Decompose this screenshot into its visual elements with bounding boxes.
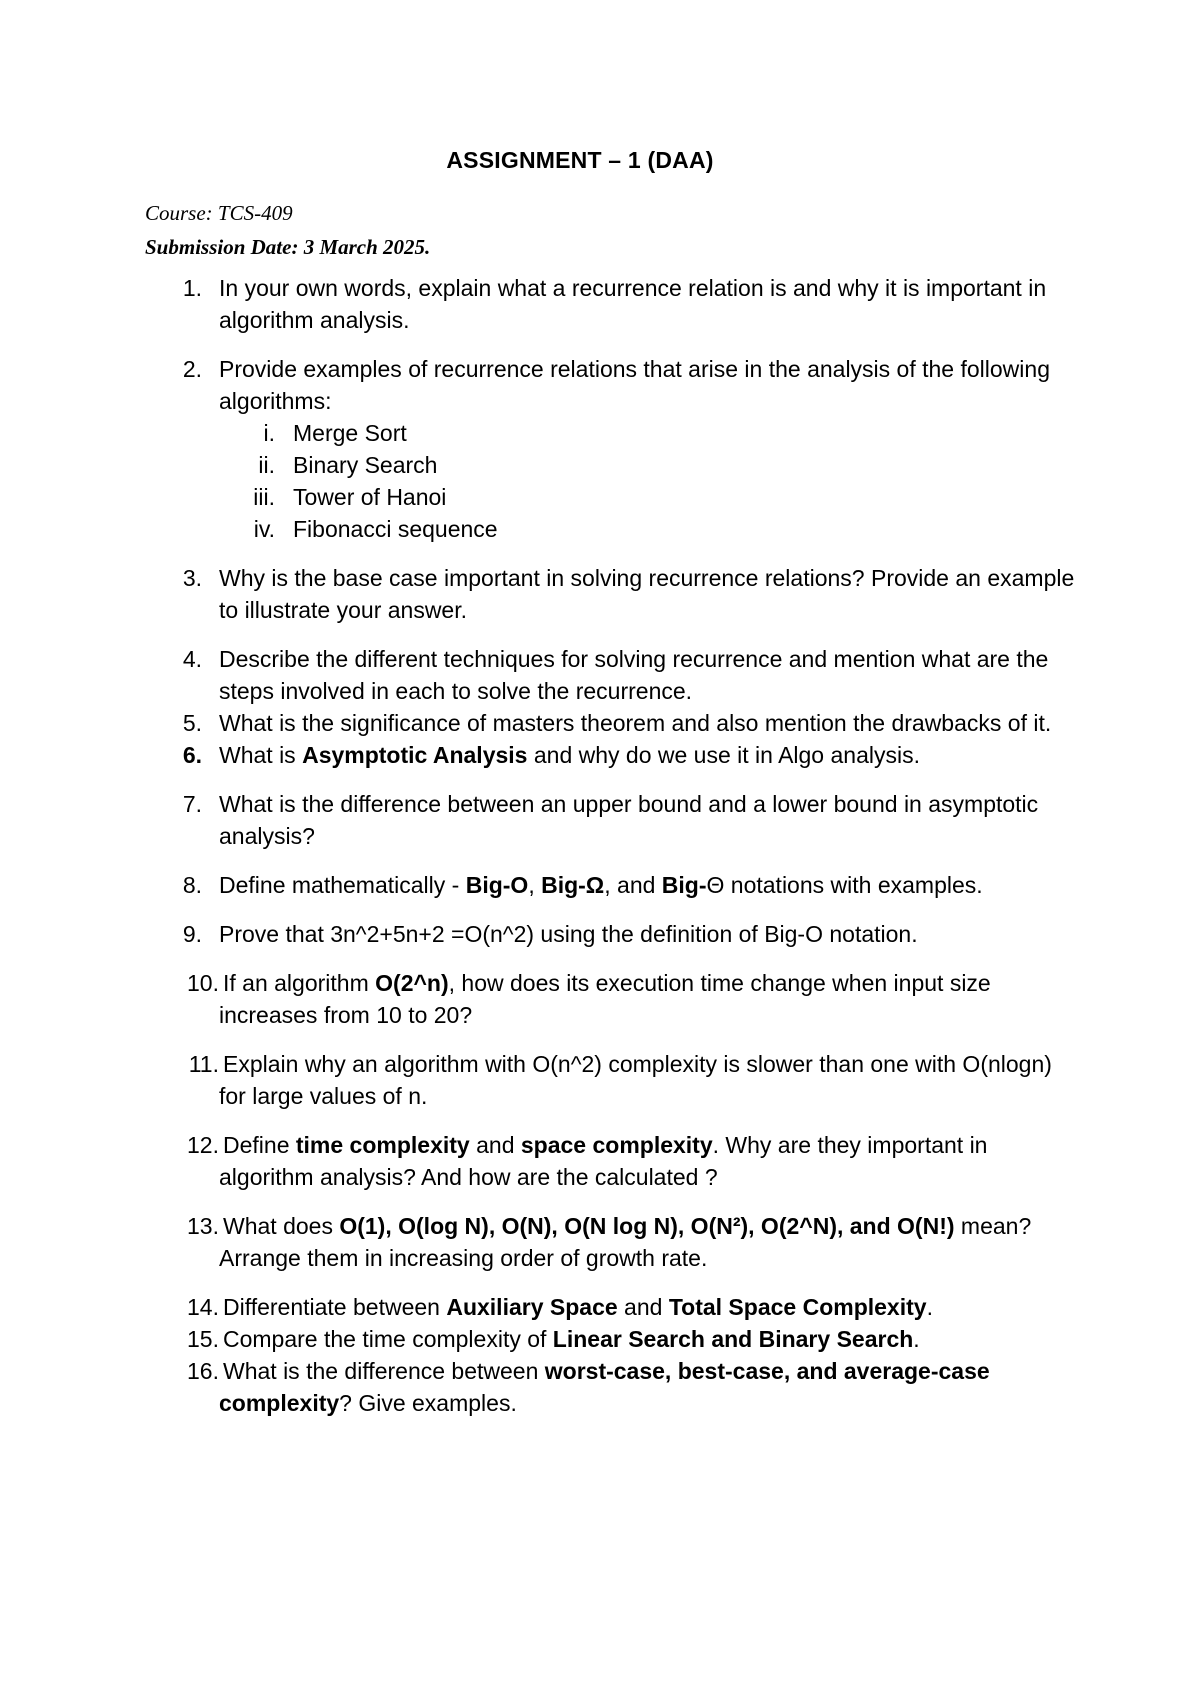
text-run-bold: worst-case, best-case, and average-case complexity bbox=[219, 1358, 990, 1416]
text-run-bold: O(1), O(log N), O(N), O(N log N), O(N²), O(2^N), and O(N!) bbox=[339, 1213, 955, 1239]
question-item bbox=[145, 1048, 1075, 1112]
question-number: 2. bbox=[182, 356, 202, 382]
text-run: Differentiate between bbox=[223, 1294, 447, 1320]
text-run-bold: space complexity bbox=[520, 1132, 713, 1158]
text-run: What is bbox=[219, 742, 303, 768]
question-text: What is the significance of masters theorem and also mention the drawbacks of it. bbox=[219, 710, 1052, 736]
question-item bbox=[145, 1210, 1075, 1274]
question-item bbox=[145, 1291, 1075, 1323]
text-run: Compare the time complexity of bbox=[223, 1326, 553, 1352]
question-text: Prove that 3n^2+5n+2 =O(n^2) using the definition of Big-O notation. bbox=[219, 921, 918, 947]
question-text bbox=[219, 872, 983, 898]
course-line: Course: TCS-409 bbox=[145, 201, 293, 225]
question-text: Provide examples of recurrence relations that arise in the analysis of the following algorithms: bbox=[219, 356, 1050, 414]
question-number: 8. bbox=[182, 872, 202, 898]
text-run: , how does its execution time change when input size increases from 10 to 20? bbox=[219, 970, 991, 1028]
sub-question-number: i. bbox=[263, 420, 275, 446]
question-number: 14. bbox=[187, 1294, 219, 1320]
text-run: ? Give examples. bbox=[339, 1390, 517, 1416]
question-number: 4. bbox=[182, 646, 202, 672]
text-run-bold: Big-Ω bbox=[541, 872, 605, 898]
question-item bbox=[145, 707, 1075, 739]
question-number: 5. bbox=[182, 710, 202, 736]
question-number: 9. bbox=[182, 921, 202, 947]
question-item bbox=[145, 643, 1075, 707]
question-text bbox=[219, 1358, 990, 1416]
question-item bbox=[145, 967, 1075, 1031]
question-text: What is the difference between an upper bound and a lower bound in asymptotic analysis? bbox=[219, 791, 1039, 849]
text-run: . Why are they important in algorithm analysis? And how are the calculated ? bbox=[219, 1132, 988, 1190]
text-run: , and bbox=[604, 872, 662, 898]
sub-question-text: Binary Search bbox=[293, 452, 438, 478]
question-text bbox=[219, 970, 991, 1028]
sub-question-item bbox=[219, 449, 1075, 481]
question-number: 12. bbox=[187, 1132, 219, 1158]
question-number: 11. bbox=[188, 1051, 219, 1077]
question-item bbox=[145, 1355, 1075, 1419]
sub-question-text: Merge Sort bbox=[293, 420, 407, 446]
text-run: What does bbox=[223, 1213, 340, 1239]
sub-question-text: Tower of Hanoi bbox=[293, 484, 447, 510]
question-item bbox=[145, 869, 1075, 901]
question-number: 15. bbox=[187, 1326, 219, 1352]
text-run-bold: Big-O bbox=[465, 872, 529, 898]
sub-question-item bbox=[219, 417, 1075, 449]
question-list bbox=[145, 272, 1075, 1419]
text-run-bold: Linear Search and Binary Search bbox=[552, 1326, 914, 1352]
question-number: 16. bbox=[187, 1358, 219, 1384]
question-item bbox=[145, 739, 1075, 771]
sub-question-number: ii. bbox=[258, 452, 275, 478]
question-text bbox=[223, 1326, 920, 1352]
text-run-bold: O(2^n) bbox=[375, 970, 449, 996]
sub-question-number: iv. bbox=[253, 516, 275, 542]
sub-question-item bbox=[219, 513, 1075, 545]
question-text bbox=[219, 742, 920, 768]
sub-question-item bbox=[219, 481, 1075, 513]
question-item bbox=[145, 353, 1075, 545]
text-run: Θ notations with examples. bbox=[706, 872, 983, 898]
question-item bbox=[145, 272, 1075, 336]
text-run-bold: Big- bbox=[661, 872, 707, 898]
text-run-bold: Total Space Complexity bbox=[668, 1294, 927, 1320]
submission-date: Submission Date: 3 March 2025. bbox=[145, 235, 431, 259]
document-title: ASSIGNMENT – 1 (DAA) bbox=[446, 147, 714, 173]
question-number: 6. bbox=[182, 742, 202, 768]
text-run: . bbox=[926, 1294, 933, 1320]
question-text: In your own words, explain what a recurrence relation is and why it is important in algorithm analysis. bbox=[219, 275, 1047, 333]
text-run: . bbox=[913, 1326, 920, 1352]
sub-question-number: iii. bbox=[253, 484, 275, 510]
text-run: and bbox=[617, 1294, 669, 1320]
question-item bbox=[145, 1129, 1075, 1193]
question-text bbox=[219, 1213, 1031, 1271]
question-item bbox=[145, 918, 1075, 950]
question-number: 7. bbox=[182, 791, 202, 817]
text-run-bold: Auxiliary Space bbox=[446, 1294, 618, 1320]
question-text: Why is the base case important in solving recurrence relations? Provide an example to illustrate your answer. bbox=[219, 565, 1075, 623]
question-number: 13. bbox=[187, 1213, 219, 1239]
text-run: Define mathematically - bbox=[219, 872, 466, 898]
question-text bbox=[223, 1294, 933, 1320]
sub-question-text: Fibonacci sequence bbox=[293, 516, 498, 542]
text-run-bold: time complexity bbox=[295, 1132, 470, 1158]
question-item bbox=[145, 562, 1075, 626]
text-run: What is the difference between bbox=[223, 1358, 545, 1384]
question-number: 3. bbox=[182, 565, 202, 591]
text-run: mean? Arrange them in increasing order of growth rate. bbox=[219, 1213, 1032, 1271]
text-run: Define bbox=[223, 1132, 296, 1158]
text-run-bold: Asymptotic Analysis bbox=[302, 742, 528, 768]
question-text bbox=[219, 1132, 987, 1190]
question-text: Explain why an algorithm with O(n^2) complexity is slower than one with O(nlogn) for large values of n. bbox=[219, 1051, 1052, 1109]
question-item bbox=[145, 788, 1075, 852]
text-run: , bbox=[528, 872, 542, 898]
text-run: If an algorithm bbox=[223, 970, 376, 996]
text-run: and bbox=[469, 1132, 521, 1158]
text-run: and why do we use it in Algo analysis. bbox=[527, 742, 920, 768]
question-text: Describe the different techniques for solving recurrence and mention what are the steps involved in each to solve the recurrence. bbox=[219, 646, 1049, 704]
question-number: 10. bbox=[187, 970, 219, 996]
question-item bbox=[145, 1323, 1075, 1355]
sub-question-list bbox=[219, 417, 1075, 545]
question-number: 1. bbox=[182, 275, 202, 301]
